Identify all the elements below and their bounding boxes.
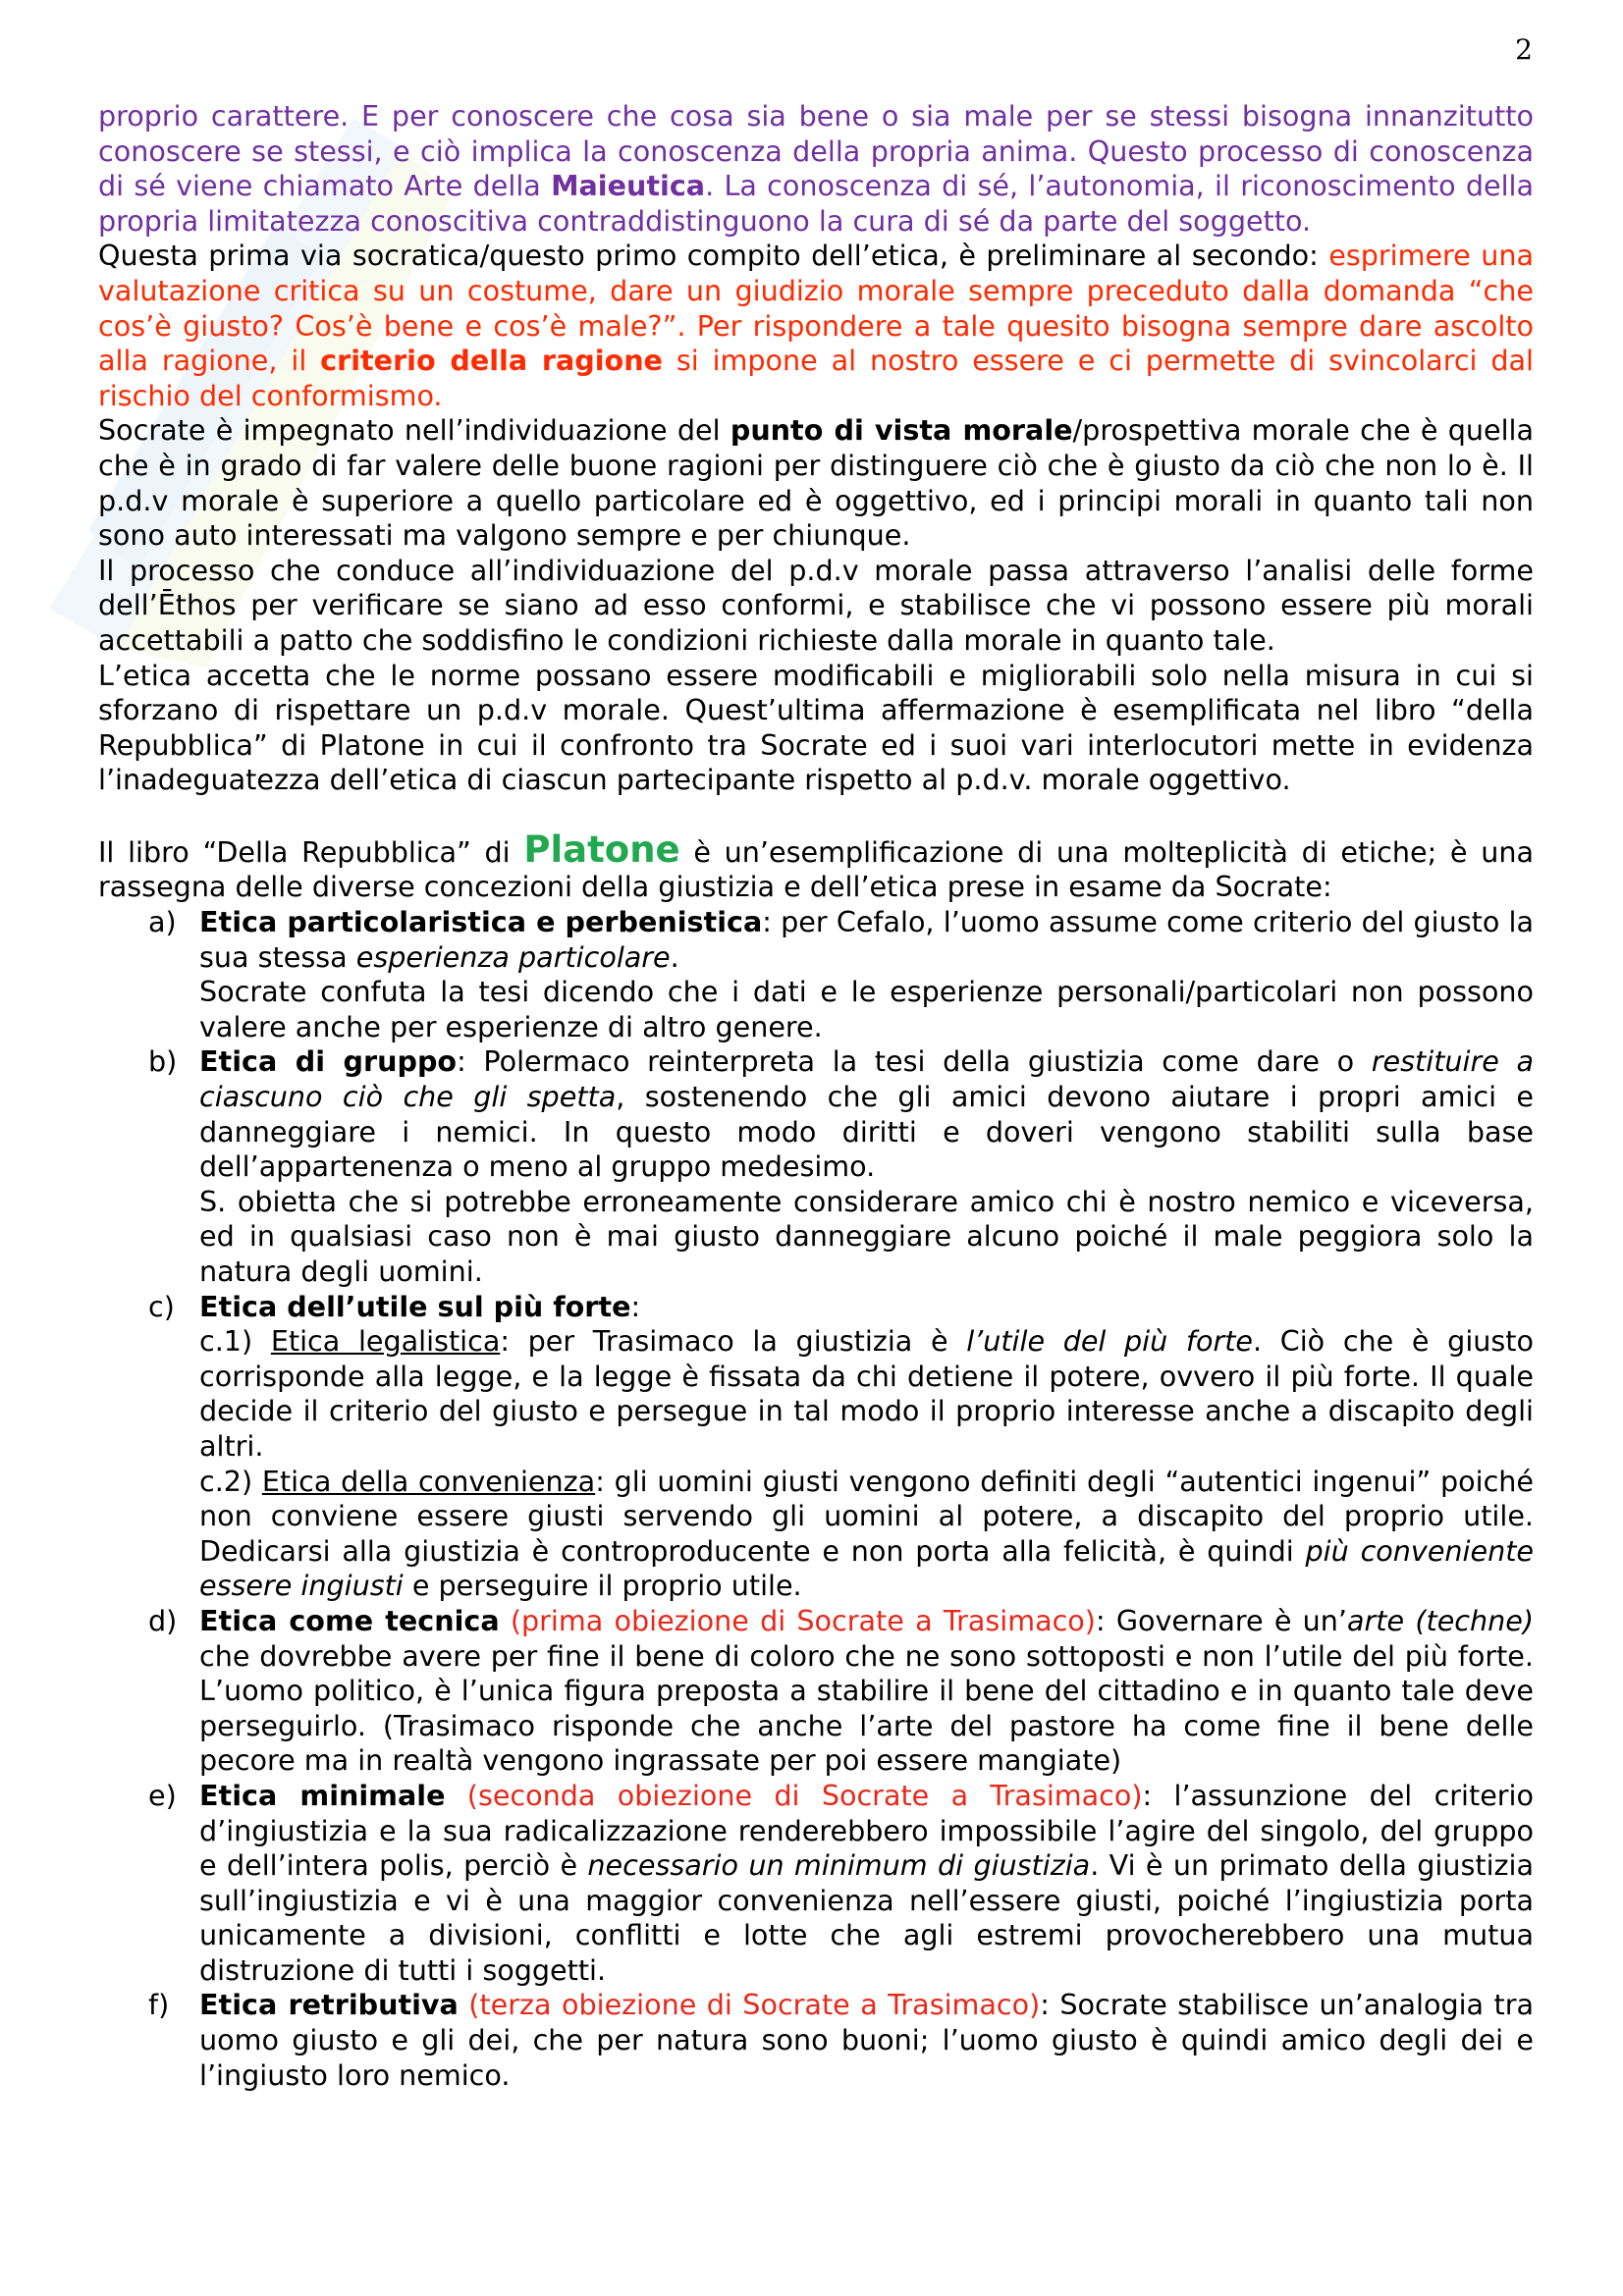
list-item: c) Etica dell’utile sul più forte: c.1) Etica legalistica: per Trasimaco la giustizia è l’utile del più forte. Ciò che è giusto corrisponde alla legge, e la legge è fissata da chi detiene il potere, ovvero il più forte. Il quale decide il criterio del giusto e persegue in tal modo il proprio interesse anche a discapito degli altri. c.2) Etica della convenienza: gli uomini giusti vengono definiti degli “autentici ingenui” poiché non conviene essere giusti servendo gli uomini al potere, a discapito del proprio utile. Dedicarsi alla giustizia è controproducente e non porta alla felicità, è quindi più conveniente essere ingiusti e perseguire il proprio utile. (148, 1289, 1535, 1603)
criterio-ragione-term: criterio della ragione (320, 344, 663, 378)
paragraph-process: Il processo che conduce all’individuazione del p.d.v morale passa attraverso l’analisi delle forme dell’Ēthos per verificare se siano ad esso conformi, e stabilisce che vi possono essere più morali accettabili a patto che soddisfino le condizioni richieste dalla morale in quanto tale. (98, 553, 1534, 657)
list-item: a) Etica particolaristica e perbenistica: per Cefalo, l’uomo assume come criterio del giusto la sua stessa esperienza particolare. Socrate confuta la tesi dicendo che i dati e le esperienze personali/particolari non possono valere anche per esperienze di altro genere. (148, 905, 1534, 1043)
ethics-list (98, 905, 1534, 2093)
sub-item-c1: c.1) Etica legalistica: per Trasimaco la giustizia è l’utile del più forte. Ciò che è giusto corrisponde alla legge, e la legge è fissata da chi detiene il potere, ovvero il più forte. Il quale decide il criterio del giusto e persegue in tal modo il proprio interesse anche a discapito degli altri. (199, 1324, 1534, 1463)
list-item: f) Etica retributiva (terza obiezione di Socrate a Trasimaco): Socrate stabilisce un’analogia tra uomo giusto e gli dei, che per natura sono buoni; l’uomo giusto è quindi amico degli dei e l’ingiusto loro nemico. (148, 1988, 1534, 2092)
paragraph-maieutica: proprio carattere. E per conoscere che cosa sia bene o sia male per se stessi bisogna innanzitutto conoscere se stessi, e ciò implica la conoscenza della propria anima. Questo processo di conoscenza di sé viene chiamato Arte della Maieutica. La conoscenza di sé, l’autonomia, il riconoscimento della propria limitatezza conoscitiva contraddistinguono la cura di sé da parte del soggetto. (98, 99, 1534, 238)
maieutica-term: Maieutica (551, 169, 706, 203)
platone-heading: Platone (523, 828, 680, 871)
paragraph-moral-viewpoint: Socrate è impegnato nell’individuazione del punto di vista morale/prospettiva morale che è quella che è in grado di far valere delle buone ragioni per distinguere ciò che è giusto da ciò che non lo è. Il p.d.v morale è superiore a quello particolare ed è oggettivo, ed i principi morali in quanto tali non sono auto interessati ma valgono sempre e per chiunque. (98, 413, 1534, 553)
document-body (98, 99, 1534, 2093)
list-item: d) Etica come tecnica (prima obiezione di Socrate a Trasimaco): Governare è un’arte (techne) che dovrebbe avere per fine il bene di coloro che ne sono sottoposti e non l’utile del più forte. L’uomo politico, è l’unica figura preposta a stabilire il bene del cittadino e in quanto tale deve perseguirlo. (Trasimaco risponde che anche l’arte del pastore ha come fine il bene delle pecore ma in realtà vengono ingrassate per poi essere mangiate) (148, 1603, 1535, 1778)
paragraph-norms: L’etica accetta che le norme possano essere modificabili e migliorabili solo nella misura in cui si sforzano di rispettare un p.d.v morale. Quest’ultima affermazione è esemplificata nel libro “della Repubblica” di Platone in cui il confronto tra Socrate ed i suoi vari interlocutori mette in evidenza l’inadeguatezza dell’etica di ciascun partecipante rispetto al p.d.v. morale oggettivo. (98, 658, 1534, 797)
list-item: e) Etica minimale (seconda obiezione di Socrate a Trasimaco): l’assunzione del criterio d’ingiustizia e la sua radicalizzazione renderebbero impossibile l’agire del singolo, del gruppo e dell’intera polis, perciò è necessario un minimum di giustizia. Vi è un primato della giustizia sull’ingiustizia e vi è una maggior convenienza nell’essere giusti, poiché l’ingiustizia porta unicamente a divisioni, conflitti e lotte che agli estremi provocherebbero una mutua distruzione di tutti i soggetti. (148, 1778, 1534, 1987)
list-item: b) Etica di gruppo: Polermaco reinterpreta la tesi della giustizia come dare o restituire a ciascuno ciò che gli spetta, sostenendo che gli amici devono aiutare i propri amici e danneggiare i nemici. In questo modo diritti e doveri vengono stabiliti sulla base dell’appartenenza o meno al gruppo medesimo. S. obietta che si potrebbe erroneamente considerare amico chi è nostro nemico e viceversa, ed in qualsiasi caso non è mai giusto danneggiare alcuno poiché il male peggiora solo la natura degli uomini. (148, 1044, 1534, 1288)
paragraph-repubblica: Il libro “Della Repubblica” di Platone è un’esemplificazione di una molteplicità di etiche; è una rassegna delle diverse concezioni della giustizia e dell’etica prese in esame da Socrate: (98, 828, 1534, 904)
page-number: 2 (1515, 33, 1533, 66)
sub-item-c2: c.2) Etica della convenienza: gli uomini giusti vengono definiti degli “autentici ingenui” poiché non conviene essere giusti servendo gli uomini al potere, a discapito del proprio utile. Dedicarsi alla giustizia è controproducente e non porta alla felicità, è quindi più conveniente essere ingiusti e perseguire il proprio utile. (199, 1464, 1535, 1603)
paragraph-preliminary: Questa prima via socratica/questo primo compito dell’etica, è preliminare al secondo: esprimere una valutazione critica su un costume, dare un giudizio morale sempre preceduto dalla domanda “che cos’è giusto? Cos’è bene e cos’è male?”. Per rispondere a tale quesito bisogna sempre dare ascolto alla ragione, il criterio della ragione si impone al nostro essere e ci permette di svincolarci dal rischio del conformismo. (98, 239, 1534, 412)
